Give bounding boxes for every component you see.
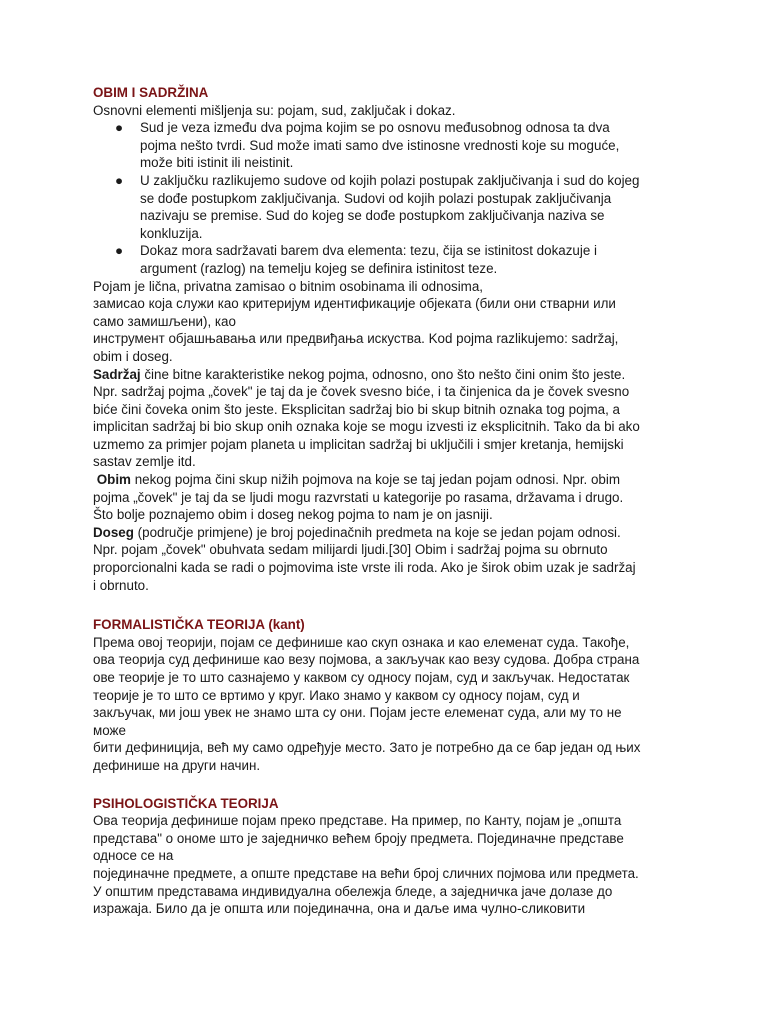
list-item: ● U zaključku razlikujemo sudove od kojih polazi postupak zaključivanja i sud do kojeg se dođe postupkom zaključivanja. Sudovi od kojih polazi postupak zaključivanja nazivaju se premise. Sud do kojeg se dođe postupkom zaključivanja naziva se konkluzija. — [115, 172, 640, 241]
intro-paragraph: Osnovni elementi mišljenja su: pojam, sud, zaključak i dokaz. — [93, 102, 456, 118]
bullet-icon: ● — [115, 243, 124, 259]
pojam-paragraph: Pojam je lična, privatna zamisao o bitnim osobinama ili odnosima, замисао која служи као критеријум идентификације објеката (били они стварни или само замишљени), као инструмент објашњавања или предвиђања искуства. Kod pojma razlikujemo: sadržaj, obim i doseg. — [93, 278, 619, 364]
bullet-icon: ● — [115, 172, 124, 188]
term-sadrzaj: Sadržaj — [93, 366, 141, 382]
document-page — [93, 84, 683, 918]
formalisticka-paragraph: Према овој теорији, појам се дефинише као скуп ознака и као елеменат суда. Такође, ова теорија суд дефинише као везу појмова, а закључак као везу судова. Добра страна ове теорије је то што сазнајемо у каквом су односу појам, суд и закључак. Недостатак теорије је то што се вртимо у круг. Иако знамо у каквом су односу појам, суд и закључак, ми још увек не знамо шта су они. Појам јесте елеменат суда, али му то не може бити дефиниција, већ му само одређује место. Зато је потребно да се бар један од њих дефинише на други начин. — [93, 634, 641, 773]
doseg-paragraph: Doseg (područje primjene) je broj pojedinačnih predmeta na koje se jedan pojam odnosi. Npr. pojam „čovek" obuhvata sedam milijardi ljudi.[30] Obim i sadržaj pojma su obrnuto proporcionalni kada se radi o pojmovima iste vrste ili roda. Ako je širok obim uzak je sadržaj i obrnuto. — [93, 524, 636, 593]
sadrzaj-paragraph: Sadržaj čine bitne karakteristike nekog pojma, odnosno, ono što nešto čini onim što jeste. Npr. sadržaj pojma „čovek" je taj da je čovek svesno biće, i ta činjenica da je čovek svesno biće čini čoveka onim što jeste. Eksplicitan sadržaj bio bi skup bitnih oznaka tog pojma, a implicitan sadržaj bi bio skup onih oznaka koje se mogu izvesti iz eksplicitnih. Tako da bi ako uzmemo za primjer pojam planeta u implicitan sadržaj bi uključili i smjer kretanja, hemijski sastav zemlje itd. — [93, 366, 640, 470]
term-obim: Obim — [96, 472, 131, 488]
section-heading-obim-i-sadrzina: OBIM I SADRŽINA — [93, 85, 209, 100]
obim-paragraph: Obim nekog pojma čini skup nižih pojmova na koje se taj jedan pojam odnosi. Npr. obim pojma „čovek" je taj da se ljudi mogu razvrstati u kategorije po rasama, državama i drugo. Što bolje poznajemo obim i doseg nekog pojma to nam je on jasniji. — [93, 472, 624, 523]
list-item: ● Sud je veza između dva pojma kojim se po osnovu međusobnog odnosa ta dva pojma nešto tvrdi. Sud može imati samo dve istinosne vrednosti koje su moguće, može biti istinit ili neistinit. — [115, 120, 620, 171]
section-heading-formalisticka-teorija: FORMALISTIČKA TEORIJA (kant) — [93, 617, 305, 633]
list-item: ● Dokaz mora sadržavati barem dva elementa: tezu, čija se istinitost dokazuje i argument (razlog) na temelju kojeg se definira istinitost teze. — [115, 243, 597, 276]
bullet-list — [93, 119, 683, 277]
psihologisticka-paragraph: Ова теорија дефинише појам преко представе. На пример, по Канту, појам је „општа представа" о ономе што је заједничко већем броју предмета. Појединачне представе односе се на појединачне предмете, а опште представе на већи број сличних појмова или предмета. У општим представама индивидуална обележја бледе, а заједничка јаче долазе до изражаја. Било да је општа или појединачна, она и даље има чулно-сликовити — [93, 813, 639, 917]
section-heading-psihologisticka-teorija: PSIHOLOGISTIČKA TEORIJA — [93, 795, 279, 811]
bullet-icon: ● — [115, 120, 124, 136]
term-doseg: Doseg — [93, 524, 134, 540]
